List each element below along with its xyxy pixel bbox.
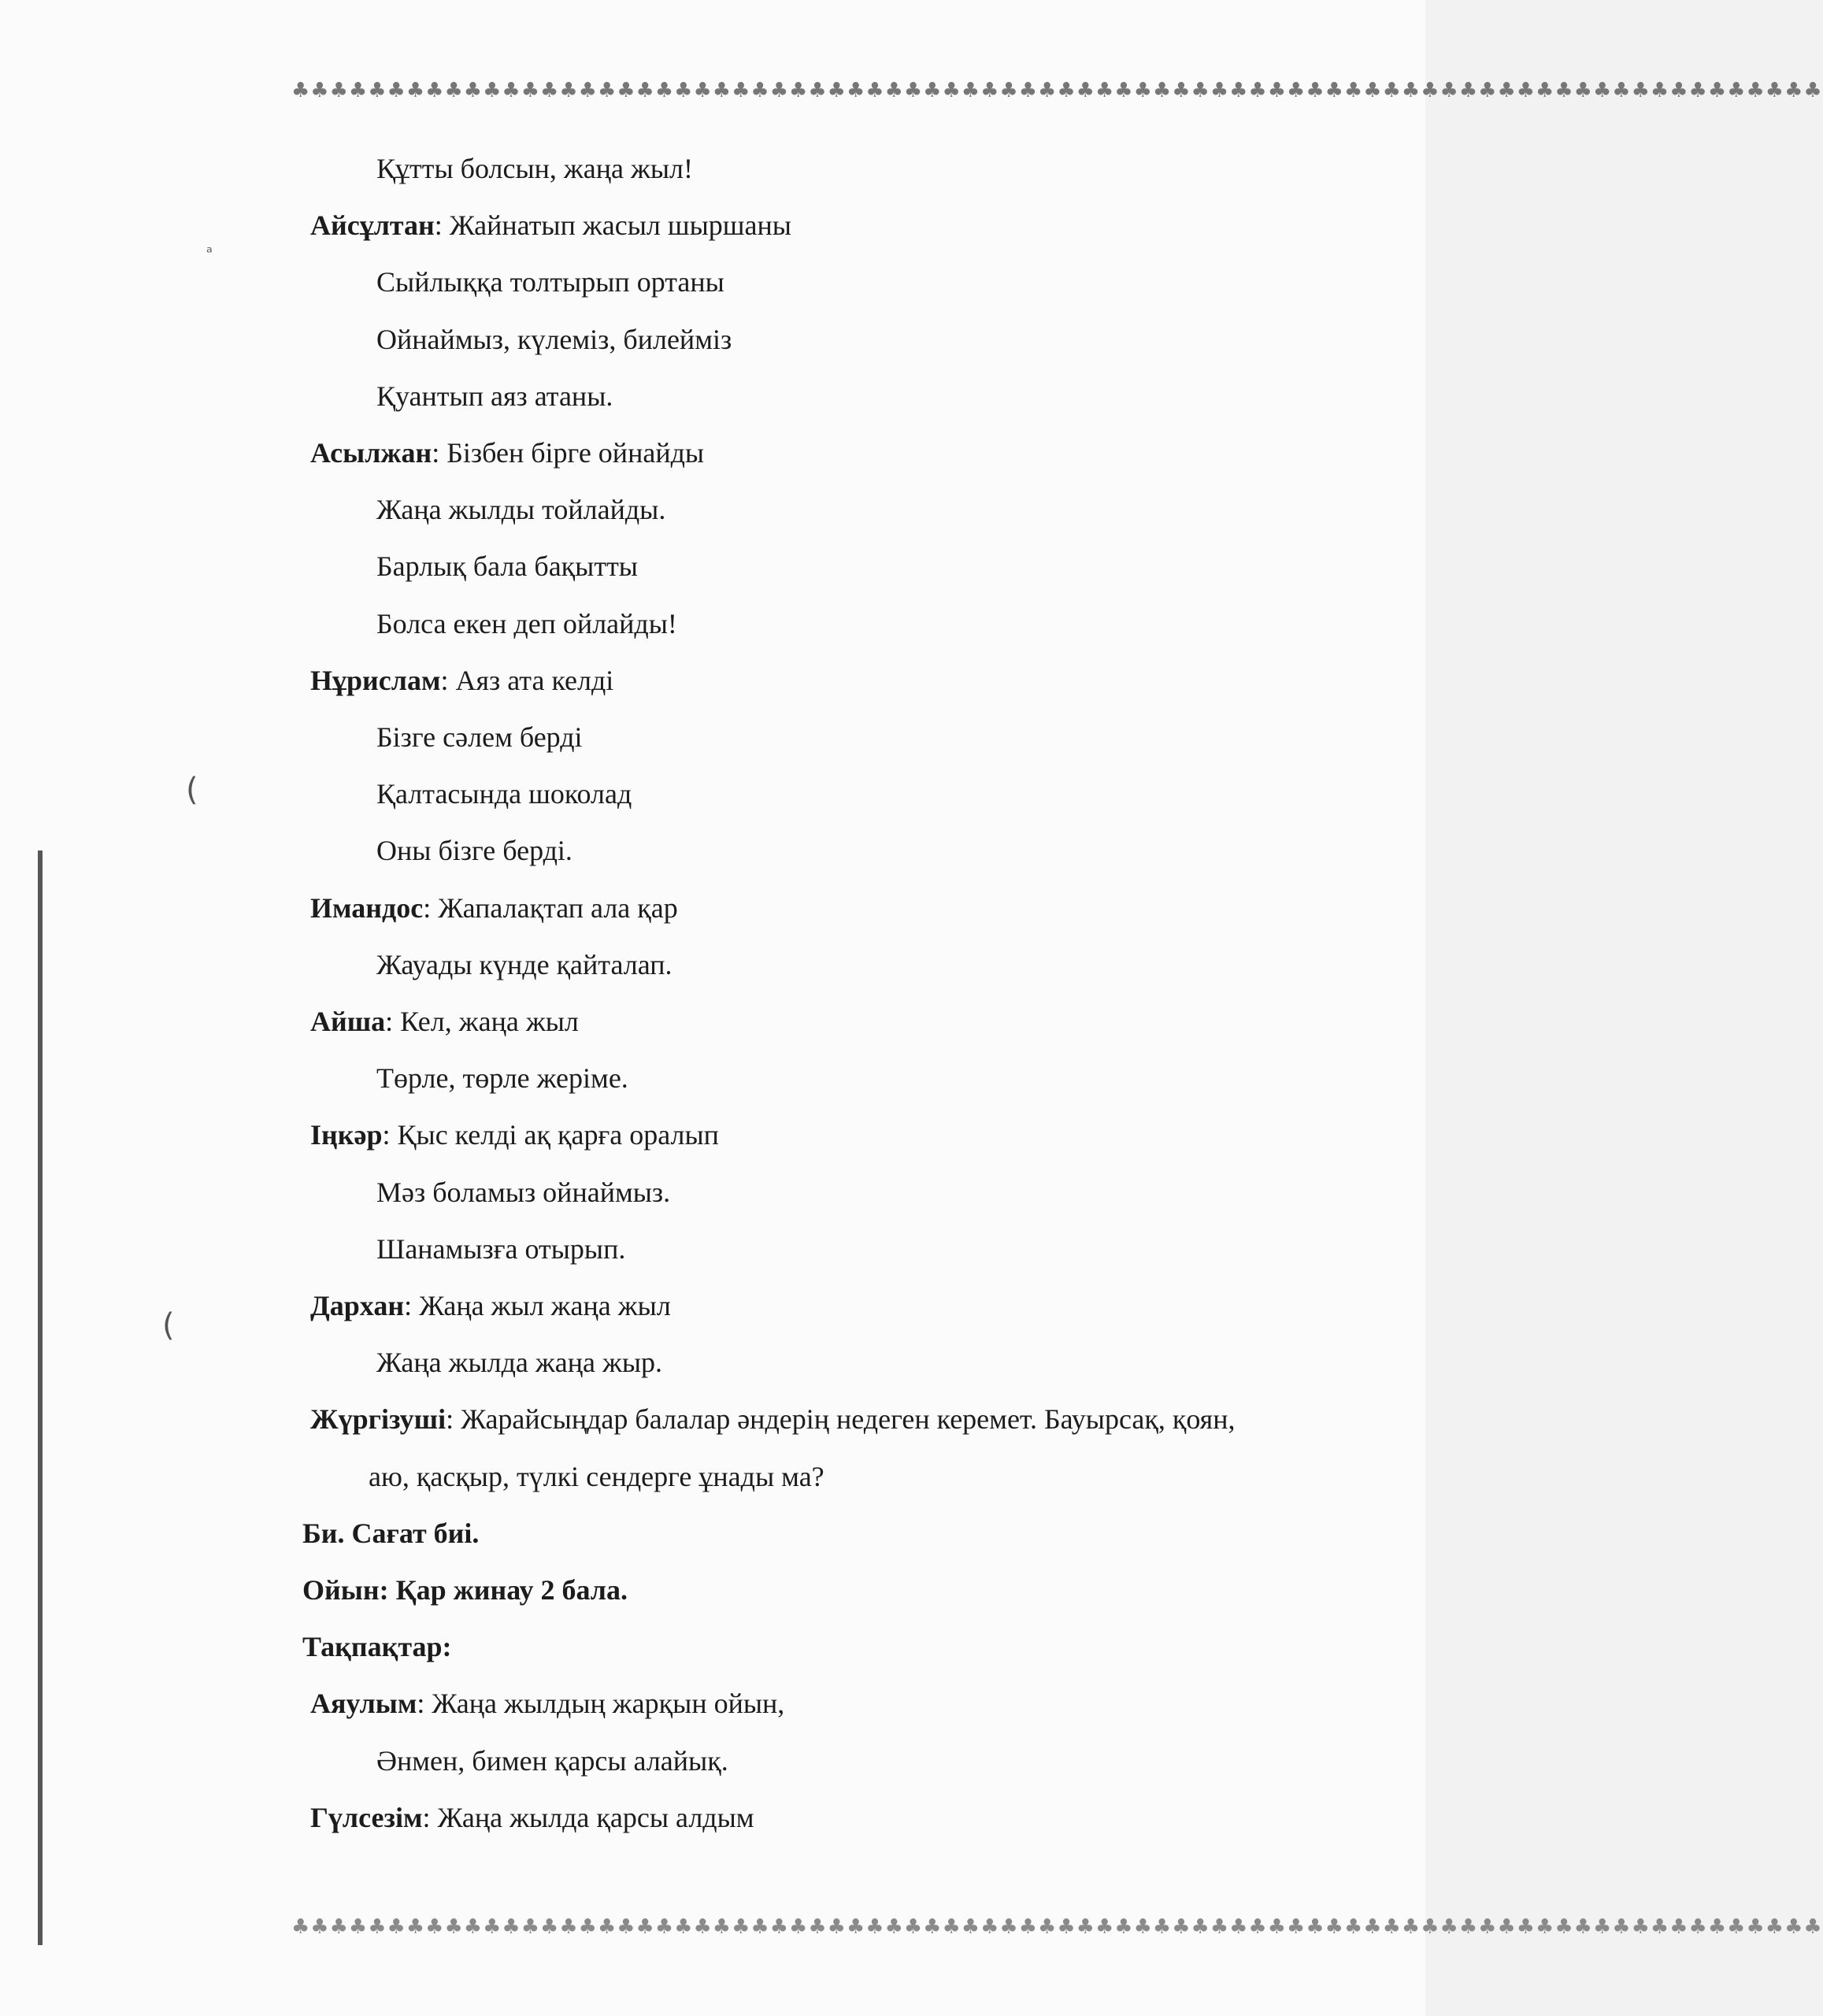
speaker-line [310, 1117, 719, 1152]
scan-speck: ᵃ [206, 243, 213, 261]
speaker-name: Аяулым [310, 1688, 417, 1719]
speaker-line [310, 435, 704, 470]
speaker-text: : Қыс келді ақ қарға оралып [382, 1119, 719, 1151]
speaker-text: : Жаңа жыл жаңа жыл [404, 1290, 671, 1321]
scan-speck: ( [162, 1307, 175, 1343]
section-heading: Би. Сағат биі. [302, 1518, 480, 1549]
speaker-text: : Аяз ата келді [440, 665, 614, 696]
verse-line: Барлық бала бақытты [376, 550, 638, 582]
verse-line: Сыйлыққа толтырып ортаны [376, 266, 724, 298]
verse-line: Қуантып аяз атаны. [376, 380, 613, 412]
verse-line: Мәз боламыз ойнаймыз. [376, 1177, 671, 1208]
verse-line: Шанамызға отырып. [376, 1233, 626, 1265]
speaker-line [310, 1402, 1235, 1436]
top-tree-border: ♣♣♣♣♣♣♣♣♣♣♣♣♣♣♣♣♣♣♣♣♣♣♣♣♣♣♣♣♣♣♣♣♣♣♣♣♣♣♣♣♣♣♣♣♣♣♣♣♣♣♣♣♣♣♣♣♣♣♣♣♣♣♣♣♣♣♣♣♣♣♣♣♣♣♣♣♣♣♣♣ [291, 79, 1823, 102]
speaker-name: Имандос [310, 892, 424, 924]
verse-line: Ойнаймыз, күлеміз, билейміз [376, 324, 732, 355]
speaker-text: : Жаңа жылда қарсы алдым [422, 1802, 754, 1833]
verse-line: Жаңа жылды тойлайды. [376, 494, 666, 525]
speaker-name: Айша [310, 1006, 386, 1037]
scan-edge-shadow [38, 850, 43, 1945]
speaker-text: : Жапалақтап ала қар [423, 892, 678, 924]
speaker-line [310, 1288, 671, 1323]
bottom-tree-border: ♣♣♣♣♣♣♣♣♣♣♣♣♣♣♣♣♣♣♣♣♣♣♣♣♣♣♣♣♣♣♣♣♣♣♣♣♣♣♣♣♣♣♣♣♣♣♣♣♣♣♣♣♣♣♣♣♣♣♣♣♣♣♣♣♣♣♣♣♣♣♣♣♣♣♣♣♣♣♣♣ [291, 1915, 1823, 1939]
speaker-text: : Жаңа жылдың жарқын ойын, [417, 1688, 785, 1719]
verse-line: Әнмен, бимен қарсы алайық. [376, 1745, 728, 1777]
verse-line: Жауады күнде қайталап. [376, 949, 673, 980]
verse-line: Жаңа жылда жаңа жыр. [376, 1347, 663, 1378]
speaker-line [310, 1686, 784, 1721]
verse-line: Болса екен деп ойлайды! [376, 608, 677, 639]
speaker-name: Гүлсезім [310, 1802, 423, 1833]
section-heading: Ойын: Қар жинау 2 бала. [302, 1574, 628, 1606]
speaker-name: Асылжан [310, 437, 432, 469]
speaker-text: : Кел, жаңа жыл [385, 1006, 579, 1037]
speaker-line [310, 1800, 754, 1835]
verse-line: аю, қасқыр, түлкі сендерге ұнады ма? [369, 1461, 824, 1492]
verse-line: Бізге сәлем берді [376, 721, 583, 753]
speaker-line [310, 208, 791, 243]
speaker-text: : Жарайсыңдар балалар әндерің недеген керемет. Бауырсақ, қоян, [446, 1403, 1236, 1435]
verse-line: Құтты болсын, жаңа жыл! [376, 153, 694, 184]
speaker-line [310, 663, 613, 698]
verse-line: Оны бізге берді. [376, 835, 572, 866]
section-heading: Тақпақтар: [302, 1631, 452, 1662]
scan-speck: ( [186, 772, 198, 808]
speaker-text: : Бізбен бірге ойнайды [432, 437, 705, 469]
verse-line: Төрле, төрле жеріме. [376, 1062, 628, 1094]
speaker-name: Жүргізуші [310, 1403, 446, 1435]
speaker-name: Дархан [310, 1290, 405, 1321]
speaker-line [310, 891, 678, 925]
speaker-name: Нұрислам [310, 665, 441, 696]
verse-line: Қалтасында шоколад [376, 778, 632, 810]
speaker-text: : Жайнатып жасыл шыршаны [434, 209, 791, 241]
speaker-name: Іңкәр [310, 1119, 383, 1151]
speaker-line [310, 1004, 579, 1039]
speaker-name: Айсұлтан [310, 209, 435, 241]
